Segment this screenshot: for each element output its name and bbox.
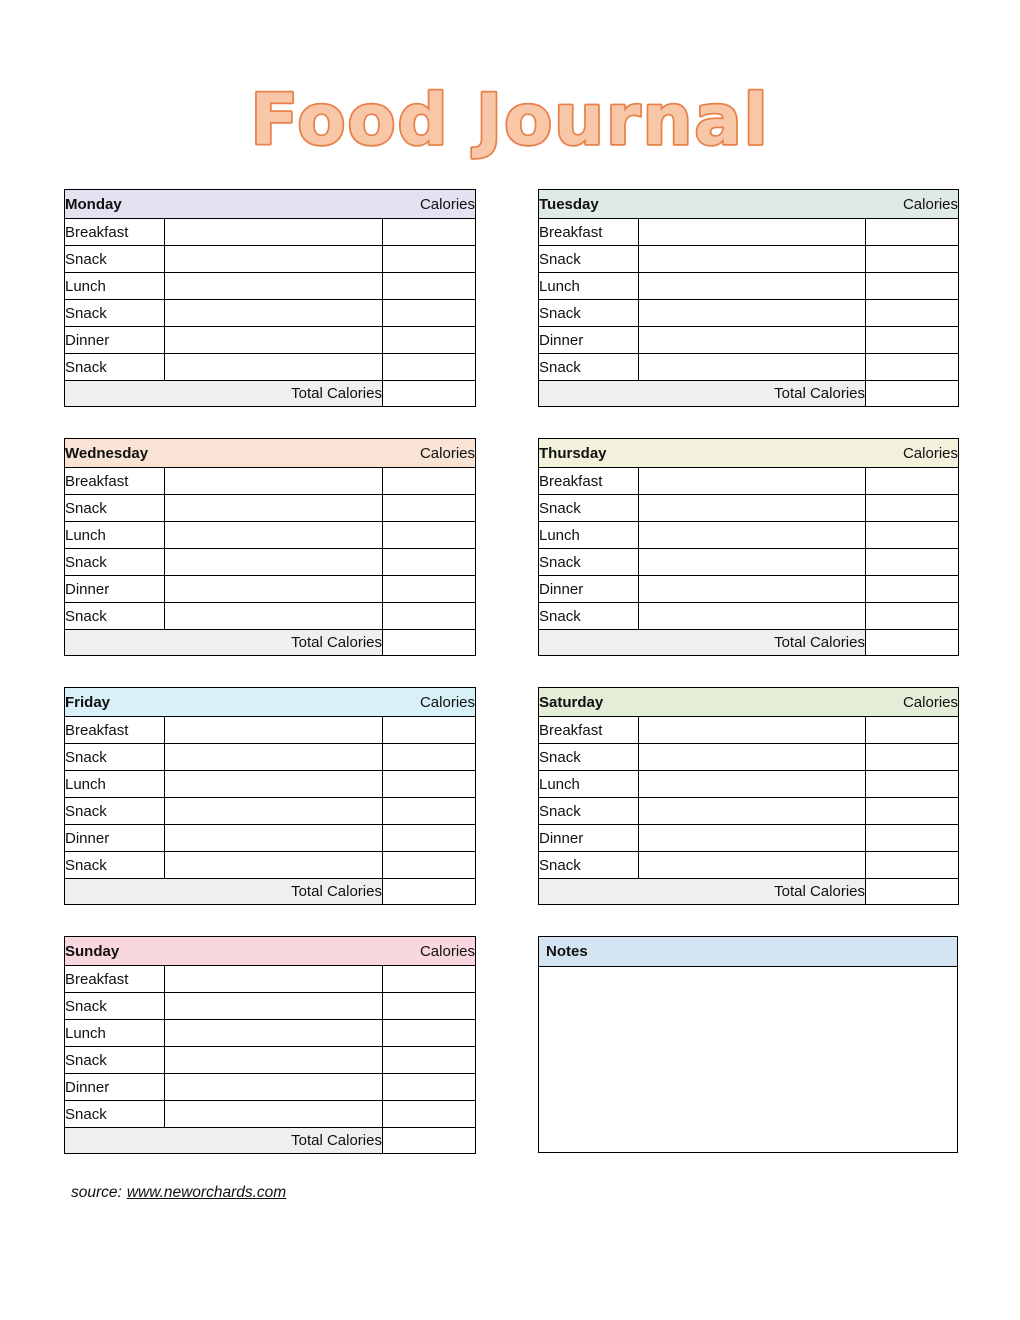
total-row xyxy=(539,381,959,407)
meal-label: Snack xyxy=(65,603,165,630)
total-calories-label: Total Calories xyxy=(539,381,866,407)
calorie-entry-cell[interactable] xyxy=(382,300,475,327)
meal-row xyxy=(65,798,476,825)
meal-row xyxy=(65,327,476,354)
meal-label: Dinner xyxy=(65,1074,165,1101)
meal-label: Snack xyxy=(65,744,165,771)
meal-label: Snack xyxy=(65,1047,165,1074)
meal-entry-cell[interactable] xyxy=(165,1074,383,1101)
meal-row xyxy=(65,1101,476,1128)
day-header-cell xyxy=(539,688,959,717)
calorie-entry-cell[interactable] xyxy=(382,273,475,300)
meal-entry-cell[interactable] xyxy=(165,717,383,744)
meal-entry-cell[interactable] xyxy=(639,576,866,603)
calorie-entry-cell[interactable] xyxy=(866,300,959,327)
day-name: Wednesday xyxy=(65,444,149,462)
meal-entry-cell[interactable] xyxy=(639,468,866,495)
calorie-entry-cell[interactable] xyxy=(382,246,475,273)
meal-entry-cell[interactable] xyxy=(165,1047,383,1074)
meal-entry-cell[interactable] xyxy=(165,468,383,495)
meal-label: Snack xyxy=(539,495,639,522)
notes-title: Notes xyxy=(546,943,588,960)
page-title-art xyxy=(0,72,1020,164)
calorie-entry-cell[interactable] xyxy=(382,798,475,825)
meal-row xyxy=(65,771,476,798)
meal-label: Breakfast xyxy=(65,966,165,993)
total-calories-label: Total Calories xyxy=(65,630,383,656)
calorie-entry-cell[interactable] xyxy=(382,219,475,246)
calorie-entry-cell[interactable] xyxy=(866,825,959,852)
meal-row xyxy=(65,468,476,495)
meal-row xyxy=(539,717,959,744)
meal-label: Lunch xyxy=(65,522,165,549)
calorie-entry-cell[interactable] xyxy=(865,495,958,522)
meal-label: Breakfast xyxy=(65,219,165,246)
meal-label: Dinner xyxy=(65,576,165,603)
total-calories-cell[interactable] xyxy=(382,1128,475,1154)
meal-entry-cell[interactable] xyxy=(165,603,383,630)
calorie-entry-cell[interactable] xyxy=(865,603,958,630)
meal-entry-cell[interactable] xyxy=(165,993,383,1020)
total-calories-label: Total Calories xyxy=(65,879,383,905)
total-row xyxy=(539,879,959,905)
meal-entry-cell[interactable] xyxy=(639,771,866,798)
meal-entry-cell[interactable] xyxy=(639,744,866,771)
calorie-entry-cell[interactable] xyxy=(865,576,958,603)
meal-row xyxy=(65,522,476,549)
meal-label: Lunch xyxy=(65,771,165,798)
total-calories-label: Total Calories xyxy=(65,381,383,407)
meal-entry-cell[interactable] xyxy=(639,219,866,246)
meal-row xyxy=(539,549,959,576)
calorie-entry-cell[interactable] xyxy=(866,717,959,744)
calorie-entry-cell[interactable] xyxy=(383,549,476,576)
day-header-row xyxy=(65,190,476,219)
day-table-wednesday xyxy=(64,438,476,656)
source-link[interactable]: www.neworchards.com xyxy=(126,1184,287,1201)
meal-row xyxy=(65,825,476,852)
meal-row xyxy=(65,300,476,327)
meal-label: Snack xyxy=(539,246,639,273)
meal-row xyxy=(65,852,476,879)
meal-row xyxy=(65,1047,476,1074)
meal-label: Dinner xyxy=(539,576,639,603)
meal-row xyxy=(65,549,476,576)
meal-label: Snack xyxy=(65,246,165,273)
meal-entry-cell[interactable] xyxy=(165,744,383,771)
calorie-entry-cell[interactable] xyxy=(383,495,476,522)
meal-entry-cell[interactable] xyxy=(165,246,383,273)
meal-row xyxy=(65,354,476,381)
source-prefix: source: xyxy=(71,1184,122,1201)
day-name: Tuesday xyxy=(539,195,599,213)
meal-label: Breakfast xyxy=(65,468,165,495)
calorie-entry-cell[interactable] xyxy=(866,246,959,273)
meal-label: Lunch xyxy=(65,1020,165,1047)
day-name: Sunday xyxy=(65,942,120,960)
meal-row xyxy=(539,468,959,495)
meal-row xyxy=(65,576,476,603)
meal-label: Dinner xyxy=(539,825,639,852)
total-row xyxy=(65,381,476,407)
meal-label: Lunch xyxy=(539,771,639,798)
total-calories-cell[interactable] xyxy=(866,879,959,905)
calorie-entry-cell[interactable] xyxy=(382,825,475,852)
week-grid xyxy=(64,189,958,1154)
total-row xyxy=(65,630,476,656)
calorie-entry-cell[interactable] xyxy=(382,966,475,993)
meal-entry-cell[interactable] xyxy=(165,1101,383,1128)
meal-entry-cell[interactable] xyxy=(639,522,866,549)
calorie-entry-cell[interactable] xyxy=(866,354,959,381)
meal-label: Snack xyxy=(539,300,639,327)
meal-row xyxy=(65,273,476,300)
meal-entry-cell[interactable] xyxy=(165,354,383,381)
calorie-entry-cell[interactable] xyxy=(865,522,958,549)
calorie-entry-cell[interactable] xyxy=(382,1020,475,1047)
calorie-entry-cell[interactable] xyxy=(866,744,959,771)
calories-header: Calories xyxy=(419,444,475,462)
source-text xyxy=(71,1184,1020,1202)
calorie-entry-cell[interactable] xyxy=(866,219,959,246)
meal-entry-cell[interactable] xyxy=(165,966,383,993)
notes-panel xyxy=(538,936,958,1153)
calorie-entry-cell[interactable] xyxy=(382,327,475,354)
total-calories-label: Total Calories xyxy=(65,1128,383,1154)
meal-label: Snack xyxy=(65,549,165,576)
calorie-entry-cell[interactable] xyxy=(382,354,475,381)
total-calories-label: Total Calories xyxy=(539,879,866,905)
meal-entry-cell[interactable] xyxy=(639,603,866,630)
calorie-entry-cell[interactable] xyxy=(866,798,959,825)
meal-label: Snack xyxy=(65,993,165,1020)
calorie-entry-cell[interactable] xyxy=(865,468,958,495)
calorie-entry-cell[interactable] xyxy=(382,993,475,1020)
meal-entry-cell[interactable] xyxy=(639,246,866,273)
meal-row xyxy=(539,354,959,381)
calorie-entry-cell[interactable] xyxy=(382,852,475,879)
meal-entry-cell[interactable] xyxy=(639,549,866,576)
total-calories-cell[interactable] xyxy=(866,381,959,407)
day-header-row xyxy=(65,439,476,468)
meal-entry-cell[interactable] xyxy=(639,495,866,522)
total-calories-cell[interactable] xyxy=(865,630,958,656)
meal-label: Snack xyxy=(65,354,165,381)
day-table-monday xyxy=(64,189,476,407)
meal-row xyxy=(539,852,959,879)
meal-row xyxy=(539,495,959,522)
day-header-cell xyxy=(65,190,476,219)
meal-row xyxy=(539,273,959,300)
page-title-text: Food Journal xyxy=(250,79,770,161)
notes-area[interactable] xyxy=(539,967,957,1152)
meal-label: Snack xyxy=(65,852,165,879)
meal-label: Breakfast xyxy=(539,219,639,246)
calorie-entry-cell[interactable] xyxy=(383,468,476,495)
meal-entry-cell[interactable] xyxy=(165,549,383,576)
meal-label: Breakfast xyxy=(539,468,639,495)
meal-entry-cell[interactable] xyxy=(639,327,866,354)
day-table-saturday xyxy=(538,687,959,905)
meal-row xyxy=(539,522,959,549)
day-header-row xyxy=(65,937,476,966)
meal-label: Snack xyxy=(65,300,165,327)
total-calories-cell[interactable] xyxy=(383,630,476,656)
meal-label: Lunch xyxy=(539,273,639,300)
meal-label: Lunch xyxy=(539,522,639,549)
calorie-entry-cell[interactable] xyxy=(866,771,959,798)
day-name: Monday xyxy=(65,195,122,213)
meal-row xyxy=(539,825,959,852)
day-table-tuesday xyxy=(538,189,959,407)
calories-header: Calories xyxy=(902,693,958,711)
total-calories-cell[interactable] xyxy=(382,381,475,407)
meal-entry-cell[interactable] xyxy=(165,327,383,354)
meal-entry-cell[interactable] xyxy=(165,300,383,327)
day-header-cell xyxy=(65,688,476,717)
meal-label: Dinner xyxy=(539,327,639,354)
meal-label: Snack xyxy=(539,744,639,771)
meal-row xyxy=(65,717,476,744)
meal-row xyxy=(65,1074,476,1101)
meal-entry-cell[interactable] xyxy=(165,798,383,825)
meal-entry-cell[interactable] xyxy=(165,522,383,549)
meal-label: Dinner xyxy=(65,825,165,852)
calories-header: Calories xyxy=(902,444,958,462)
meal-label: Breakfast xyxy=(65,717,165,744)
meal-row xyxy=(539,300,959,327)
meal-entry-cell[interactable] xyxy=(639,300,866,327)
calorie-entry-cell[interactable] xyxy=(383,522,476,549)
day-header-cell xyxy=(65,439,476,468)
meal-row xyxy=(65,966,476,993)
total-row xyxy=(65,879,476,905)
meal-row xyxy=(539,576,959,603)
meal-label: Snack xyxy=(65,798,165,825)
meal-row xyxy=(539,327,959,354)
day-table-sunday xyxy=(64,936,476,1154)
calorie-entry-cell[interactable] xyxy=(866,327,959,354)
meal-row xyxy=(65,993,476,1020)
calories-header: Calories xyxy=(419,942,475,960)
meal-label: Snack xyxy=(65,1101,165,1128)
meal-row xyxy=(65,219,476,246)
meal-row xyxy=(65,246,476,273)
meal-row xyxy=(539,246,959,273)
meal-label: Snack xyxy=(65,495,165,522)
day-header-row xyxy=(539,688,959,717)
day-table-thursday xyxy=(538,438,959,656)
calories-header: Calories xyxy=(419,195,475,213)
day-header-cell xyxy=(65,937,476,966)
meal-entry-cell[interactable] xyxy=(165,576,383,603)
meal-entry-cell[interactable] xyxy=(165,852,383,879)
meal-entry-cell[interactable] xyxy=(165,495,383,522)
meal-entry-cell[interactable] xyxy=(165,771,383,798)
meal-row xyxy=(65,495,476,522)
total-row xyxy=(65,1128,476,1154)
meal-label: Lunch xyxy=(65,273,165,300)
day-header-cell xyxy=(539,190,959,219)
meal-entry-cell[interactable] xyxy=(639,798,866,825)
meal-label: Snack xyxy=(539,603,639,630)
calorie-entry-cell[interactable] xyxy=(383,576,476,603)
meal-row xyxy=(539,771,959,798)
meal-entry-cell[interactable] xyxy=(639,273,866,300)
meal-row xyxy=(539,603,959,630)
day-header-row xyxy=(539,439,959,468)
meal-entry-cell[interactable] xyxy=(165,825,383,852)
meal-row xyxy=(65,744,476,771)
meal-entry-cell[interactable] xyxy=(639,852,866,879)
calorie-entry-cell[interactable] xyxy=(383,603,476,630)
calorie-entry-cell[interactable] xyxy=(866,273,959,300)
total-calories-cell[interactable] xyxy=(382,879,475,905)
meal-entry-cell[interactable] xyxy=(165,219,383,246)
calorie-entry-cell[interactable] xyxy=(382,1047,475,1074)
meal-entry-cell[interactable] xyxy=(639,354,866,381)
meal-row xyxy=(65,1020,476,1047)
meal-row xyxy=(539,219,959,246)
calorie-entry-cell[interactable] xyxy=(382,771,475,798)
meal-label: Snack xyxy=(539,549,639,576)
day-name: Friday xyxy=(65,693,111,711)
meal-entry-cell[interactable] xyxy=(639,717,866,744)
calories-header: Calories xyxy=(419,693,475,711)
meal-label: Breakfast xyxy=(539,717,639,744)
meal-label: Snack xyxy=(539,798,639,825)
total-calories-label: Total Calories xyxy=(539,630,866,656)
day-table-friday xyxy=(64,687,476,905)
day-header-row xyxy=(539,190,959,219)
meal-label: Snack xyxy=(539,354,639,381)
meal-entry-cell[interactable] xyxy=(165,1020,383,1047)
meal-row xyxy=(65,603,476,630)
meal-label: Snack xyxy=(539,852,639,879)
calorie-entry-cell[interactable] xyxy=(865,549,958,576)
calorie-entry-cell[interactable] xyxy=(382,1101,475,1128)
day-header-row xyxy=(65,688,476,717)
meal-entry-cell[interactable] xyxy=(639,825,866,852)
meal-label: Dinner xyxy=(65,327,165,354)
meal-row xyxy=(539,798,959,825)
calorie-entry-cell[interactable] xyxy=(382,744,475,771)
day-name: Saturday xyxy=(539,693,604,711)
calorie-entry-cell[interactable] xyxy=(382,717,475,744)
calories-header: Calories xyxy=(902,195,958,213)
page-title xyxy=(0,0,1020,164)
day-header-cell xyxy=(539,439,959,468)
meal-entry-cell[interactable] xyxy=(165,273,383,300)
calorie-entry-cell[interactable] xyxy=(382,1074,475,1101)
notes-header xyxy=(539,937,957,967)
day-name: Thursday xyxy=(539,444,607,462)
meal-row xyxy=(539,744,959,771)
total-row xyxy=(539,630,959,656)
calorie-entry-cell[interactable] xyxy=(866,852,959,879)
